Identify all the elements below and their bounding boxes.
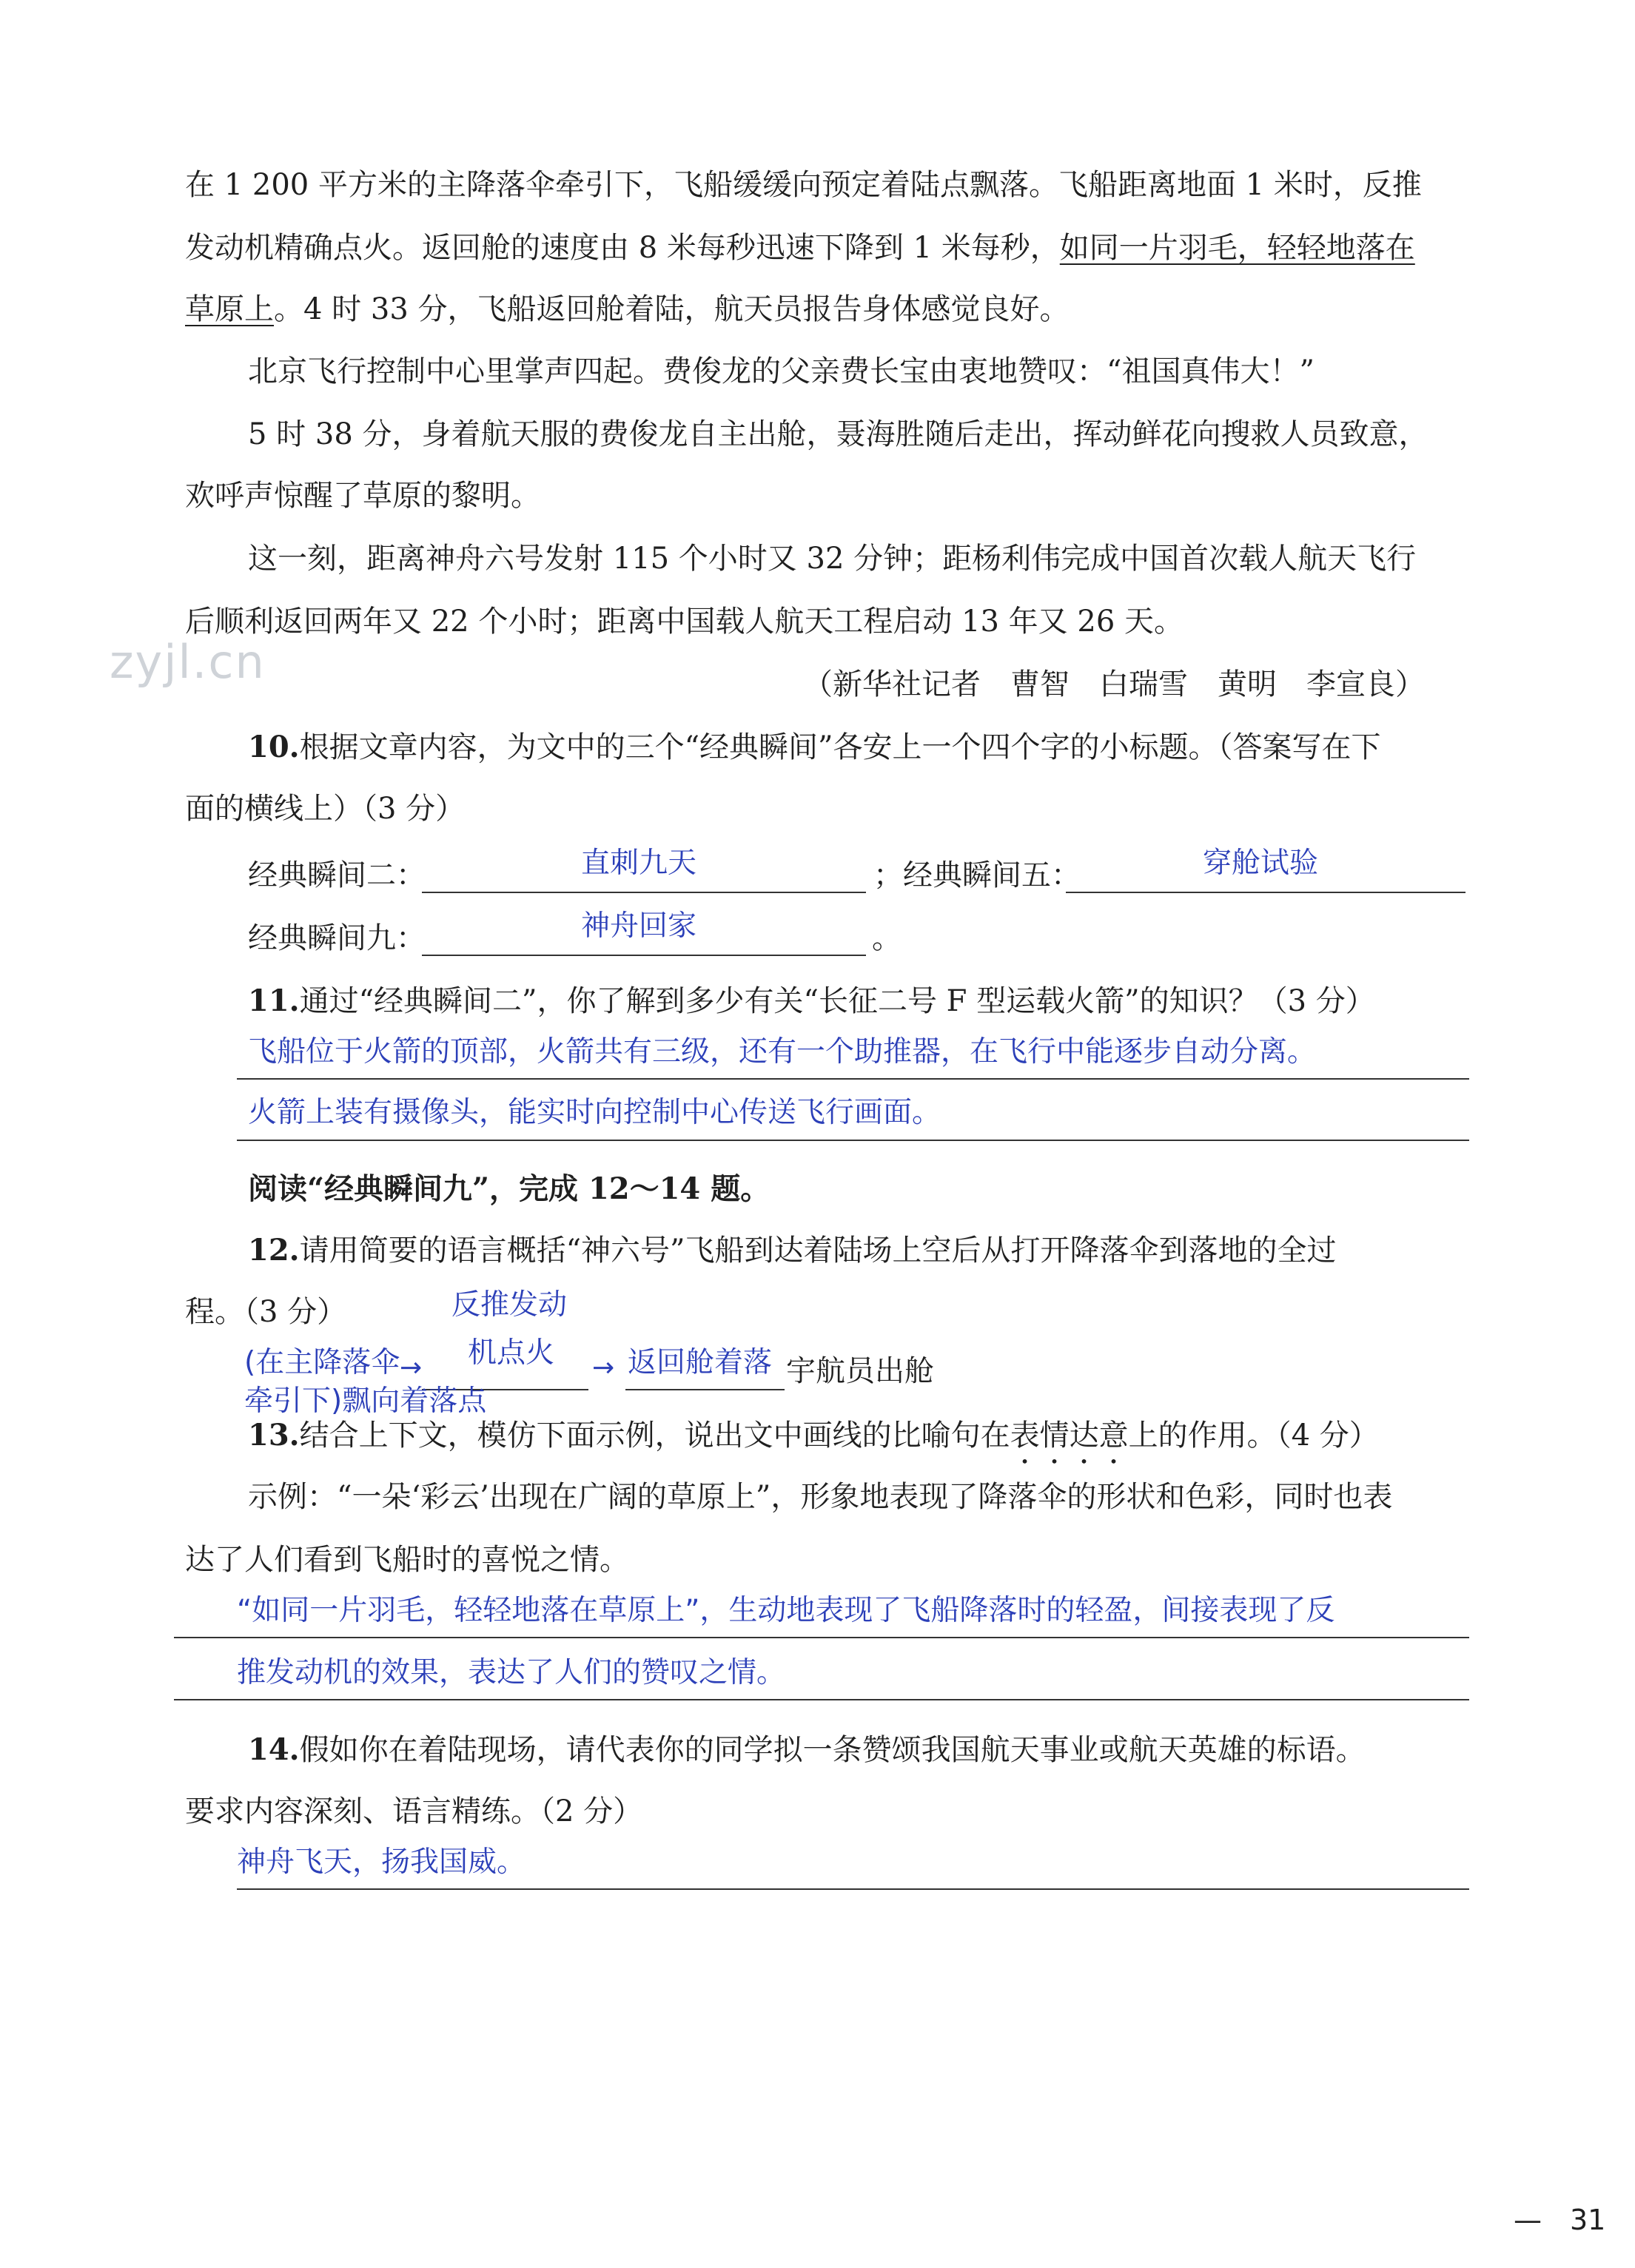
article-paragraph-3-line-1: 5 时 38 分，身着航天服的费俊龙自主出舱，聂海胜随后走出，挥动鲜花向搜救人员致意， bbox=[248, 417, 1428, 451]
q13-text-a: 结合上下文，模仿下面示例，说出文中画线的比喻句在 bbox=[299, 1419, 1010, 1453]
q10-line-1 bbox=[248, 729, 1381, 766]
underlined-simile-part1: 如同一片羽毛，轻轻地落在 bbox=[1059, 231, 1415, 265]
q13-answer-line-1 bbox=[174, 1637, 1469, 1638]
q11-answer-line-1 bbox=[237, 1078, 1469, 1080]
q10-answer-5: 穿舱试验 bbox=[1203, 847, 1319, 880]
q13-example-1: 示例：“一朵‘彩云’出现在广阔的草原上”，形象地表现了降落伞的形状和色彩，同时也表 bbox=[248, 1480, 1393, 1514]
q12-answer-step-2-top: 反推发动 bbox=[451, 1288, 568, 1322]
q11-answer-line-2 bbox=[237, 1140, 1469, 1141]
section-heading: 阅读“经典瞬间九”，完成 12～14 题。 bbox=[248, 1171, 771, 1206]
q13-text-c: 上的作用。（4 分） bbox=[1128, 1419, 1379, 1453]
underlined-simile-part2: 草原上 bbox=[185, 292, 274, 326]
q11-answer-2: 火箭上装有摄像头，能实时向控制中心传送飞行画面。 bbox=[248, 1096, 941, 1129]
q13-answer-line-2 bbox=[174, 1699, 1469, 1700]
q14-number: 14. bbox=[248, 1732, 300, 1767]
q13-answer-1: “如同一片羽毛，轻轻地落在草原上”，生动地表现了飞船降落时的轻盈，间接表现了反 bbox=[237, 1594, 1335, 1627]
q14-line-1 bbox=[248, 1732, 1366, 1769]
q13-emphasis: 表情达意 bbox=[1010, 1419, 1129, 1453]
q12-number: 12. bbox=[248, 1233, 300, 1268]
q12-text: 请用简要的语言概括“神六号”飞船到达着陆场上空后从打开降落伞到落地的全过 bbox=[299, 1234, 1337, 1268]
arrow-icon: → bbox=[400, 1353, 423, 1383]
q13-example-2: 达了人们看到飞船时的喜悦之情。 bbox=[185, 1543, 629, 1577]
q12-line-1 bbox=[248, 1232, 1337, 1269]
q12-answer-step-3: 返回舱着落 bbox=[628, 1346, 773, 1379]
article-paragraph-2: 北京飞行控制中心里掌声四起。费俊龙的父亲费长宝由衷地赞叹：“祖国真伟大！” bbox=[248, 354, 1315, 388]
q10-label-5: ；经典瞬间五： bbox=[873, 858, 1081, 892]
article-line-1: 在 1 200 平方米的主降落伞牵引下，飞船缓缓向预定着陆点飘落。飞船距离地面 1 米时，反推 bbox=[185, 168, 1422, 202]
q10-text: 根据文章内容，为文中的三个“经典瞬间”各安上一个四个字的小标题。（答案写在下 bbox=[299, 730, 1381, 764]
q12-answer-step-1-top: (在主降落伞 bbox=[244, 1346, 400, 1379]
q12-line-2: 程。（3 分） bbox=[185, 1295, 347, 1329]
q12-end: 宇航员出舱 bbox=[786, 1354, 934, 1388]
article-line-2 bbox=[185, 229, 1415, 266]
q10-answer-2: 直刺九天 bbox=[581, 847, 697, 880]
q10-label-2: 经典瞬间二： bbox=[248, 858, 426, 892]
q11-answer-1: 飞船位于火箭的顶部，火箭共有三级，还有一个助推器，在飞行中能逐步自动分离。 bbox=[248, 1035, 1317, 1069]
q13-line-1 bbox=[248, 1417, 1379, 1470]
article-line-3 bbox=[185, 291, 1070, 328]
article-line-2-text: 发动机精确点火。返回舱的速度由 8 米每秒迅速下降到 1 米每秒， bbox=[185, 231, 1060, 265]
q10-answer-9: 神舟回家 bbox=[581, 909, 697, 943]
q12-answer-step-2-bottom: 机点火 bbox=[468, 1336, 555, 1370]
q14-text: 假如你在着陆现场，请代表你的同学拟一条赞颂我国航天事业或航天英雄的标语。 bbox=[299, 1733, 1366, 1767]
byline: （新华社记者 曹智 白瑞雪 黄明 李宣良） bbox=[803, 667, 1425, 701]
watermark: zyjl.cn bbox=[110, 635, 266, 689]
q10-blank-9 bbox=[422, 955, 866, 956]
q11-number: 11. bbox=[248, 983, 300, 1018]
q14-line-2: 要求内容深刻、语言精练。（2 分） bbox=[185, 1794, 643, 1828]
article-line-3-text: 。4 时 33 分，飞船返回舱着陆，航天员报告身体感觉良好。 bbox=[274, 292, 1070, 326]
q10-number: 10. bbox=[248, 730, 300, 764]
q13-number: 13. bbox=[248, 1418, 300, 1453]
q10-end: 。 bbox=[872, 921, 902, 955]
article-paragraph-4-line-2: 后顺利返回两年又 22 个小时；距离中国载人航天工程启动 13 年又 26 天。 bbox=[185, 605, 1184, 639]
q10-label-9: 经典瞬间九： bbox=[248, 921, 426, 955]
q13-answer-2: 推发动机的效果，表达了人们的赞叹之情。 bbox=[237, 1656, 786, 1689]
q10-blank-2 bbox=[422, 892, 866, 893]
arrow-icon: → bbox=[592, 1353, 615, 1383]
q11-text: 通过“经典瞬间二”，你了解到多少有关“长征二号 F 型运载火箭”的知识？（3 分） bbox=[299, 984, 1375, 1018]
article-paragraph-4-line-1: 这一刻，距离神舟六号发射 115 个小时又 32 分钟；距杨利伟完成中国首次载人航天飞行 bbox=[248, 542, 1417, 576]
q12-blank-3 bbox=[625, 1389, 785, 1390]
page-number: — 31 bbox=[1514, 2204, 1606, 2236]
q14-answer-line bbox=[237, 1888, 1469, 1890]
q10-line-2: 面的横线上）（3 分） bbox=[185, 792, 466, 826]
q14-answer: 神舟飞天，扬我国威。 bbox=[237, 1845, 526, 1879]
q11-line-1 bbox=[248, 983, 1375, 1020]
q12-answer-step-1-bottom: 牵引下)飘向着落点 bbox=[244, 1384, 487, 1418]
article-paragraph-3-line-2: 欢呼声惊醒了草原的黎明。 bbox=[185, 479, 540, 513]
q10-blank-5 bbox=[1066, 892, 1466, 893]
